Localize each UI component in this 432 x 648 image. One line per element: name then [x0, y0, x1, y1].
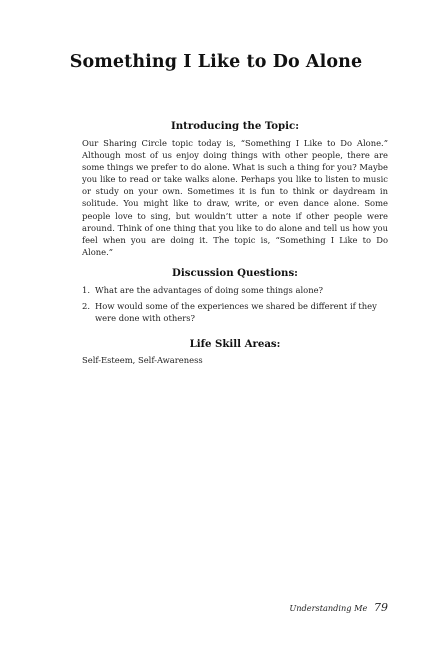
discussion-heading: Discussion Questions: — [172, 267, 298, 279]
question-text: What are the advantages of doing some things alone? — [95, 285, 324, 295]
question-number: 2. — [82, 301, 90, 312]
life-skills-heading: Life Skill Areas: — [189, 338, 281, 350]
question-number: 1. — [82, 285, 90, 295]
question-text: How would some of the experiences we shared be different if they were done with others? — [95, 301, 377, 324]
page-footer — [289, 601, 388, 614]
life-skills-text: Self-Esteem, Self-Awareness — [82, 355, 203, 365]
footer-book-title: Understanding Me — [289, 603, 368, 613]
intro-heading: Introducing the Topic: — [170, 120, 300, 132]
discussion-question-list — [82, 284, 388, 328]
page-number: 79 — [374, 601, 388, 614]
discussion-question — [82, 300, 388, 324]
page-title: Something I Like to Do Alone — [69, 51, 363, 72]
intro-paragraph: Our Sharing Circle topic today is, “Something I Like to Do Alone.” Although most of us enjoy doing things with other people, there are some things we prefer to do alone. What is such a thing for you? Maybe you like to read or take walks alone. Perhaps you like to listen to music or study on your own. Sometimes it is fun to think or daydream in solitude. You might like to draw, write, or even dance alone. Some people love to sing, but wouldn’t utter a note if other people were around. Think of one thing that you like to do alone and tell us how you feel when you are doing it. The topic is, “Something I Like to Do Alone.” — [82, 138, 388, 257]
discussion-question — [82, 284, 388, 296]
